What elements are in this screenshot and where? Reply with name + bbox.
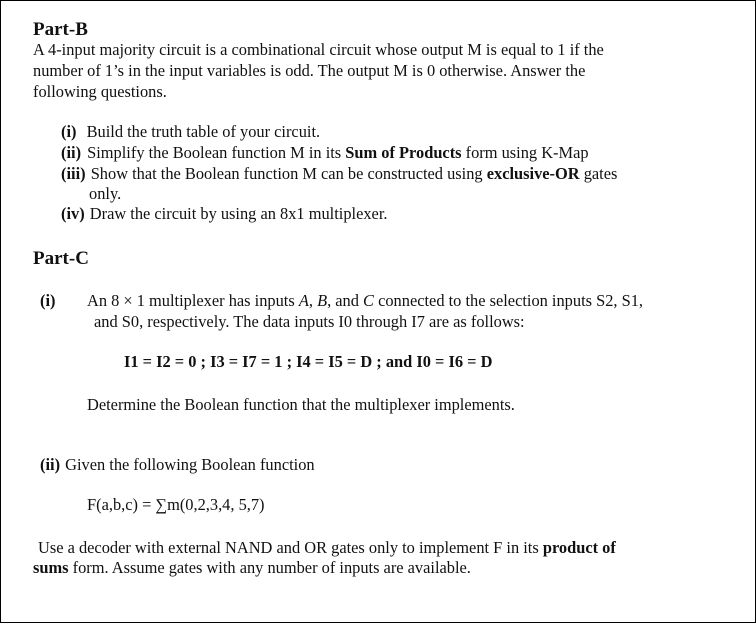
item-number: (iii) — [61, 164, 86, 183]
text: connected to the selection inputs S2, S1, — [373, 291, 644, 310]
item-number: (ii) — [61, 143, 82, 162]
item-text: Show that the Boolean function M can be constructed using — [90, 164, 487, 183]
part-c-q1-determine: Determine the Boolean function that the multiplexer implements. — [87, 395, 515, 414]
text: Use a decoder with external NAND and OR gates only to implement F in its — [38, 538, 543, 557]
text: An 8 × 1 multiplexer has inputs — [87, 291, 299, 310]
part-c-q1-line-1 — [87, 291, 643, 311]
text: , — [308, 291, 318, 310]
part-c-heading: Part-C — [33, 248, 89, 269]
item-text: form using K-Map — [461, 143, 589, 162]
item-text-bold: Sum of Products — [345, 143, 462, 162]
question-number: (ii) — [40, 455, 61, 474]
part-b-item-i — [61, 122, 320, 142]
item-text: Draw the circuit by using an 8x1 multiplexer. — [89, 204, 388, 223]
item-text-bold: exclusive-OR — [486, 164, 580, 183]
mux-data-inputs-equation: I1 = I2 = 0 ; I3 = I7 = 1 ; I4 = I5 = D ; and I0 = I6 = D — [124, 352, 493, 371]
part-b-item-ii — [61, 143, 589, 163]
part-b-item-iii — [61, 164, 617, 184]
part-b-intro-line-2: number of 1’s in the input variables is odd. The output M is 0 otherwise. Answer the — [33, 61, 586, 80]
part-b-intro-line-3: following questions. — [33, 82, 167, 101]
part-c-q2-line — [40, 455, 315, 475]
text-bold: product of — [542, 538, 616, 557]
variable: C — [363, 291, 374, 310]
part-b-heading: Part-B — [33, 19, 88, 40]
item-number: (i) — [61, 122, 77, 141]
item-text: Build the truth table of your circuit. — [86, 122, 321, 141]
item-text: Simplify the Boolean function M in its — [87, 143, 346, 162]
variable: A — [298, 291, 309, 310]
part-c-q1-line-2: and S0, respectively. The data inputs I0 through I7 are as follows: — [94, 312, 525, 331]
part-c-q2-instruction-line-1 — [38, 538, 616, 558]
item-text: gates — [579, 164, 618, 183]
part-c-q2-instruction-line-2 — [33, 558, 471, 578]
variable: B — [317, 291, 328, 310]
part-c-q1-number — [40, 291, 55, 311]
text: form. Assume gates with any number of inputs are available. — [68, 558, 471, 577]
text-bold: sums — [33, 558, 69, 577]
boolean-function: F(a,b,c) = ∑m(0,2,3,4, 5,7) — [87, 495, 265, 514]
text: , and — [327, 291, 364, 310]
question-number: (i) — [40, 291, 56, 310]
text: Given the following Boolean function — [65, 455, 315, 474]
part-b-item-iv — [61, 204, 387, 224]
part-b-intro-line-1: A 4-input majority circuit is a combinational circuit whose output M is equal to 1 if the — [33, 40, 604, 59]
part-b-item-iii-continued: only. — [89, 184, 122, 203]
item-number: (iv) — [61, 204, 85, 223]
